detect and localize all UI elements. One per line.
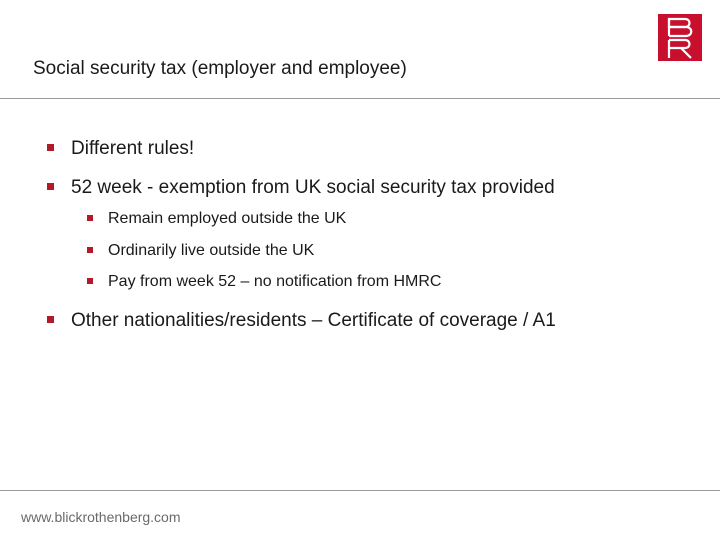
bullet-item: [47, 138, 194, 160]
bullet-square-icon: [47, 316, 54, 323]
footer-url[interactable]: www.blickrothenberg.com: [21, 509, 181, 525]
bullet-square-icon: [87, 278, 93, 284]
footer-divider: [0, 490, 720, 491]
bullet-text: 52 week - exemption from UK social security tax provided: [71, 177, 555, 198]
bullet-square-icon: [47, 144, 54, 151]
sub-bullet-item: [87, 210, 346, 228]
bullet-text: Different rules!: [71, 138, 195, 159]
bullet-square-icon: [87, 215, 93, 221]
bullet-item: [47, 310, 556, 332]
bullet-square-icon: [87, 247, 93, 253]
bullet-text: Other nationalities/residents – Certificate of coverage / A1: [71, 310, 556, 331]
sub-bullet-text: Remain employed outside the UK: [108, 210, 347, 227]
sub-bullet-item: [87, 273, 441, 291]
bullet-item: [47, 177, 555, 199]
bullet-square-icon: [47, 183, 54, 190]
sub-bullet-text: Ordinarily live outside the UK: [108, 242, 315, 259]
slide-title: Social security tax (employer and employee): [33, 58, 407, 79]
sub-bullet-item: [87, 242, 314, 260]
sub-bullet-text: Pay from week 52 – no notification from HMRC: [108, 273, 442, 290]
